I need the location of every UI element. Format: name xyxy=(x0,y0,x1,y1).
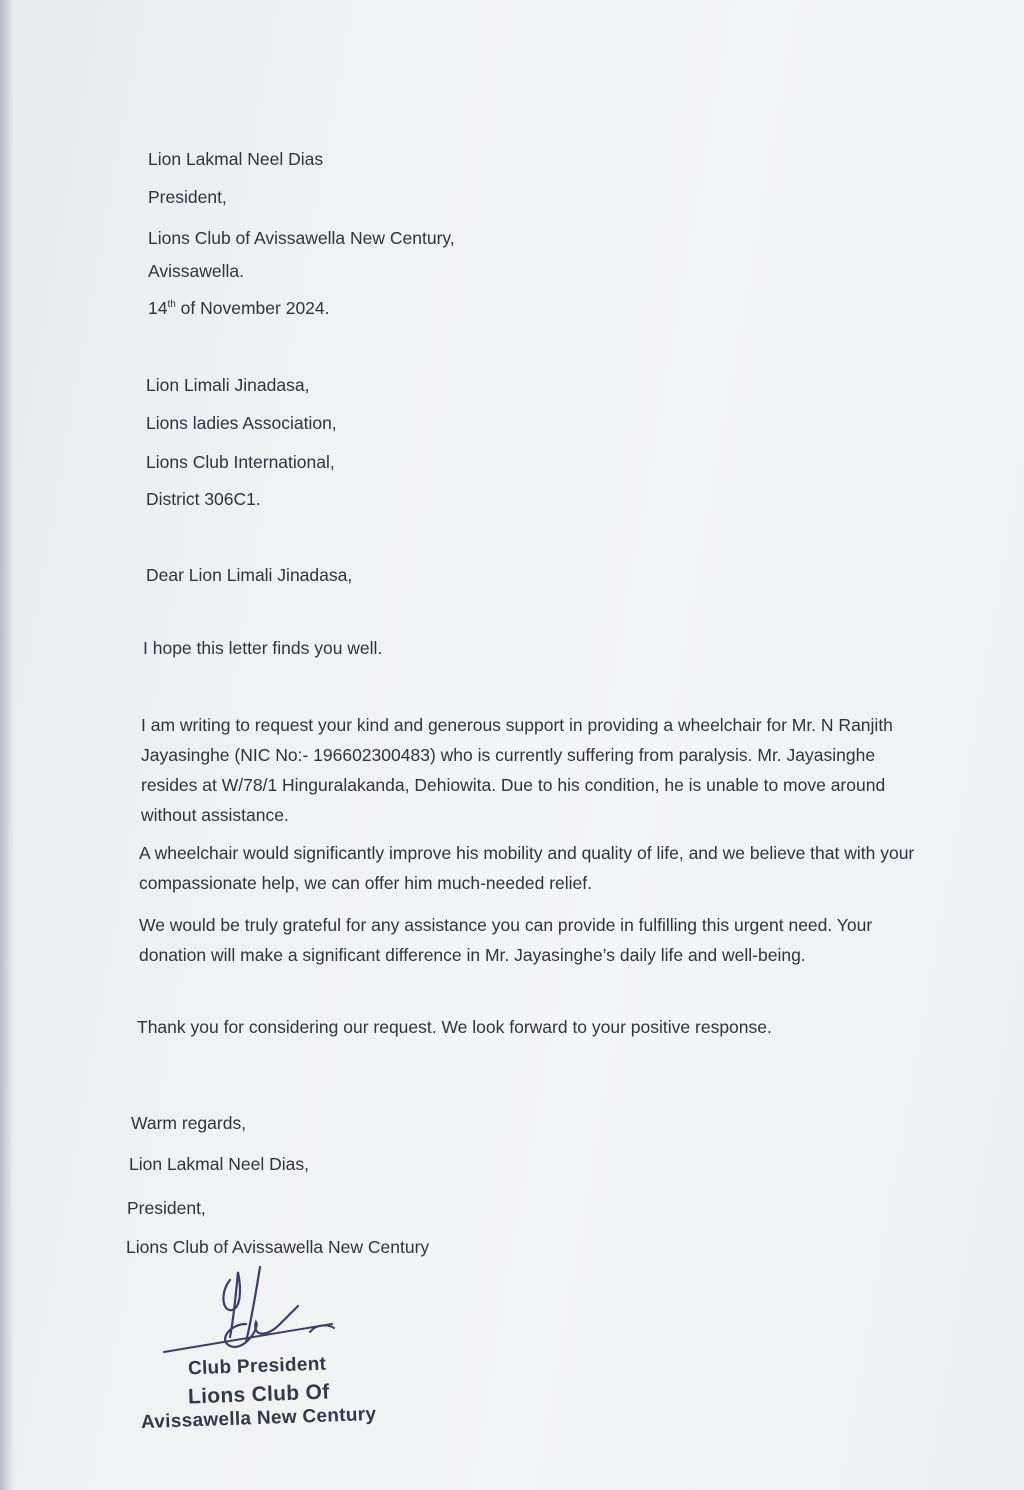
closing-club: Lions Club of Avissawella New Century xyxy=(126,1237,430,1257)
sender-title: President, xyxy=(148,187,227,207)
sender-city: Avissawella. xyxy=(148,261,244,281)
date-rest: of November 2024. xyxy=(175,298,330,318)
sender-club: Lions Club of Avissawella New Century, xyxy=(148,228,455,248)
opening-line: I hope this letter finds you well. xyxy=(143,638,383,658)
recipient-org: Lions ladies Association, xyxy=(146,413,337,433)
closing-regards: Warm regards, xyxy=(131,1113,247,1133)
stamp-line-1: Club President xyxy=(187,1353,327,1380)
paper-edge-shadow xyxy=(0,0,14,1490)
body-paragraph-2: A wheelchair would significantly improve his mobility and quality of life, and we believe that with your compassionate help, we can offer him much-needed relief. xyxy=(139,843,915,893)
recipient-name: Lion Limali Jinadasa, xyxy=(146,375,310,395)
body-paragraph-1: I am writing to request your kind and generous support in providing a wheelchair for Mr. N Ranjith Jayasinghe (NIC No:- 196602300483) who is currently suffering from paralysis. Mr. Jayasinghe resides at W/78/1 Hinguralakanda, Dehiowita. Due to his condition, he is unable to move around without assistance. xyxy=(141,715,893,825)
date-day: 14 xyxy=(148,298,168,318)
stamp-line-3: Avissawella New Century xyxy=(140,1403,377,1434)
sender-name: Lion Lakmal Neel Dias xyxy=(148,149,324,169)
closing-title: President, xyxy=(127,1198,206,1218)
stamp-line-2: Lions Club Of xyxy=(187,1380,330,1409)
salutation: Dear Lion Limali Jinadasa, xyxy=(146,565,353,585)
date-suffix: th xyxy=(167,299,176,311)
recipient-intl: Lions Club International, xyxy=(146,452,335,472)
body-paragraph-4: Thank you for considering our request. We look forward to your positive response. xyxy=(137,1017,772,1037)
body-paragraph-3: We would be truly grateful for any assistance you can provide in fulfilling this urgent need. Your donation will make a significant difference in Mr. Jayasinghe’s daily life and well-being. xyxy=(139,915,873,965)
closing-name: Lion Lakmal Neel Dias, xyxy=(129,1154,309,1174)
letter-date xyxy=(148,297,330,319)
recipient-district: District 306C1. xyxy=(146,489,261,509)
